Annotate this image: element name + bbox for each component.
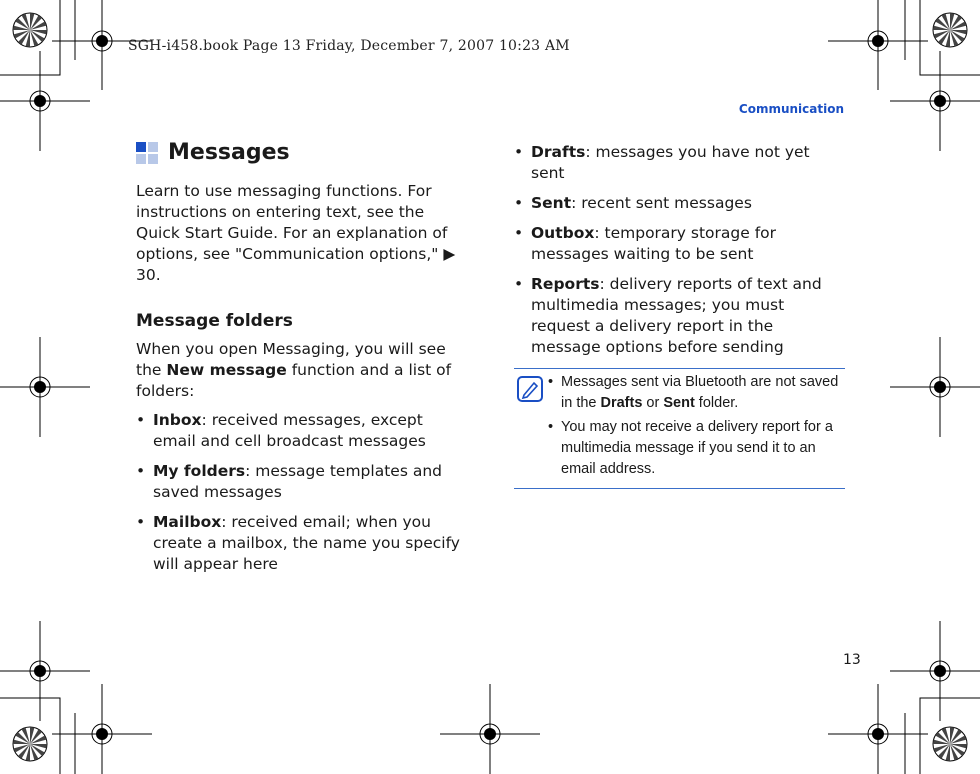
registration-star-icon	[13, 727, 47, 761]
blocks-icon	[136, 142, 158, 164]
note-item: • Messages sent via Bluetooth are not saved in the Drafts or Sent folder.	[548, 372, 845, 414]
page-number: 13	[843, 652, 861, 668]
list-item: • Drafts: messages you have not yet sent	[514, 142, 845, 184]
list-item: • Reports: delivery reports of text and multimedia messages; you must request a delivery report in the message options before sending	[514, 274, 845, 358]
note-list	[548, 372, 845, 480]
section-label: Communication	[738, 102, 844, 116]
subheading: Message folders	[136, 311, 293, 331]
right-column	[514, 142, 845, 489]
list-item: • My folders: message templates and saved messages	[136, 461, 466, 503]
registration-star-icon	[13, 13, 47, 47]
left-column	[136, 181, 466, 584]
list-item: • Outbox: temporary storage for messages waiting to be sent	[514, 223, 845, 265]
note-item: • You may not receive a delivery report for a multimedia message if you send it to an email address.	[548, 417, 845, 480]
list-item: • Inbox: received messages, except email and cell broadcast messages	[136, 410, 466, 452]
right-folder-list	[514, 142, 845, 358]
left-folder-list	[136, 410, 466, 575]
pencil-note-icon	[517, 376, 543, 402]
page-title: Messages	[168, 140, 290, 165]
folders-intro: When you open Messaging, you will see the New message function and a list of folders:	[136, 340, 452, 400]
registration-star-icon	[933, 13, 967, 47]
list-item: • Mailbox: received email; when you create a mailbox, the name you specify will appear here	[136, 512, 466, 575]
page-heading	[136, 140, 290, 165]
intro-paragraph: Learn to use messaging functions. For instructions on entering text, see the Quick Start Guide. For an explanation of options, see "Communication options," ▶ 30.	[136, 182, 456, 284]
note-box	[514, 368, 845, 489]
list-item: • Sent: recent sent messages	[514, 193, 845, 214]
print-slug: SGH-i458.book Page 13 Friday, December 7, 2007 10:23 AM	[128, 38, 570, 54]
registration-star-icon	[933, 727, 967, 761]
